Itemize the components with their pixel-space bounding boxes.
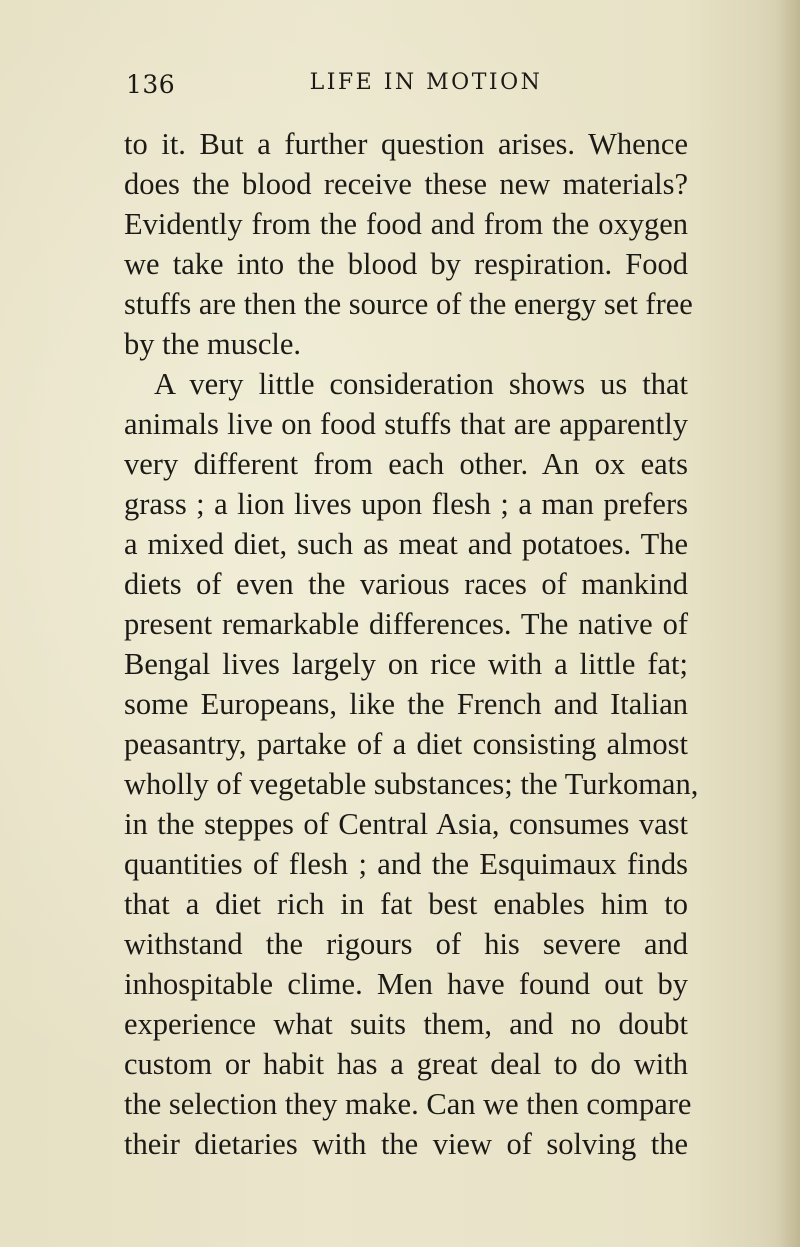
text-line: does the blood receive these new materials?	[124, 167, 688, 201]
page-number: 136	[126, 70, 176, 99]
page-header	[126, 70, 686, 110]
text-line: withstand the rigours of his severe and	[124, 927, 688, 961]
text-line: some Europeans, like the French and Italian	[124, 687, 688, 721]
text-line: by the muscle.	[124, 327, 302, 361]
text-line: peasantry, partake of a diet consisting almost	[124, 727, 688, 761]
text-line: very different from each other. An ox eats	[124, 447, 688, 481]
text-line: experience what suits them, and no doubt	[124, 1007, 688, 1041]
text-line: a mixed diet, such as meat and potatoes. The	[124, 527, 688, 561]
text-line: to it. But a further question arises. Whence	[124, 127, 688, 161]
text-line: stuffs are then the source of the energy set free	[124, 287, 693, 321]
text-line: we take into the blood by respiration. Food	[124, 247, 688, 281]
text-line: Evidently from the food and from the oxygen	[124, 207, 688, 241]
text-line: grass ; a lion lives upon flesh ; a man prefers	[124, 487, 688, 521]
text-line: quantities of flesh ; and the Esquimaux finds	[124, 847, 688, 881]
text-line: inhospitable clime. Men have found out by	[124, 967, 688, 1001]
body-text	[124, 124, 699, 1164]
text-line: Bengal lives largely on rice with a little fat;	[124, 647, 688, 681]
text-line: their dietaries with the view of solving the	[124, 1127, 688, 1161]
text-line: that a diet rich in fat best enables him to	[124, 887, 688, 921]
text-line: in the steppes of Central Asia, consumes vast	[124, 807, 688, 841]
text-line: A very little consideration shows us that	[154, 367, 688, 401]
running-head: LIFE IN MOTION	[309, 70, 543, 95]
text-line: the selection they make. Can we then compare	[124, 1087, 692, 1121]
text-line: diets of even the various races of mankind	[124, 567, 688, 601]
text-line: custom or habit has a great deal to do with	[124, 1047, 688, 1081]
text-line: present remarkable differences. The native of	[124, 607, 688, 641]
page-edge-shadow	[778, 0, 800, 1247]
text-line: animals live on food stuffs that are apparently	[124, 407, 688, 441]
text-line: wholly of vegetable substances; the Turkoman,	[124, 767, 699, 801]
